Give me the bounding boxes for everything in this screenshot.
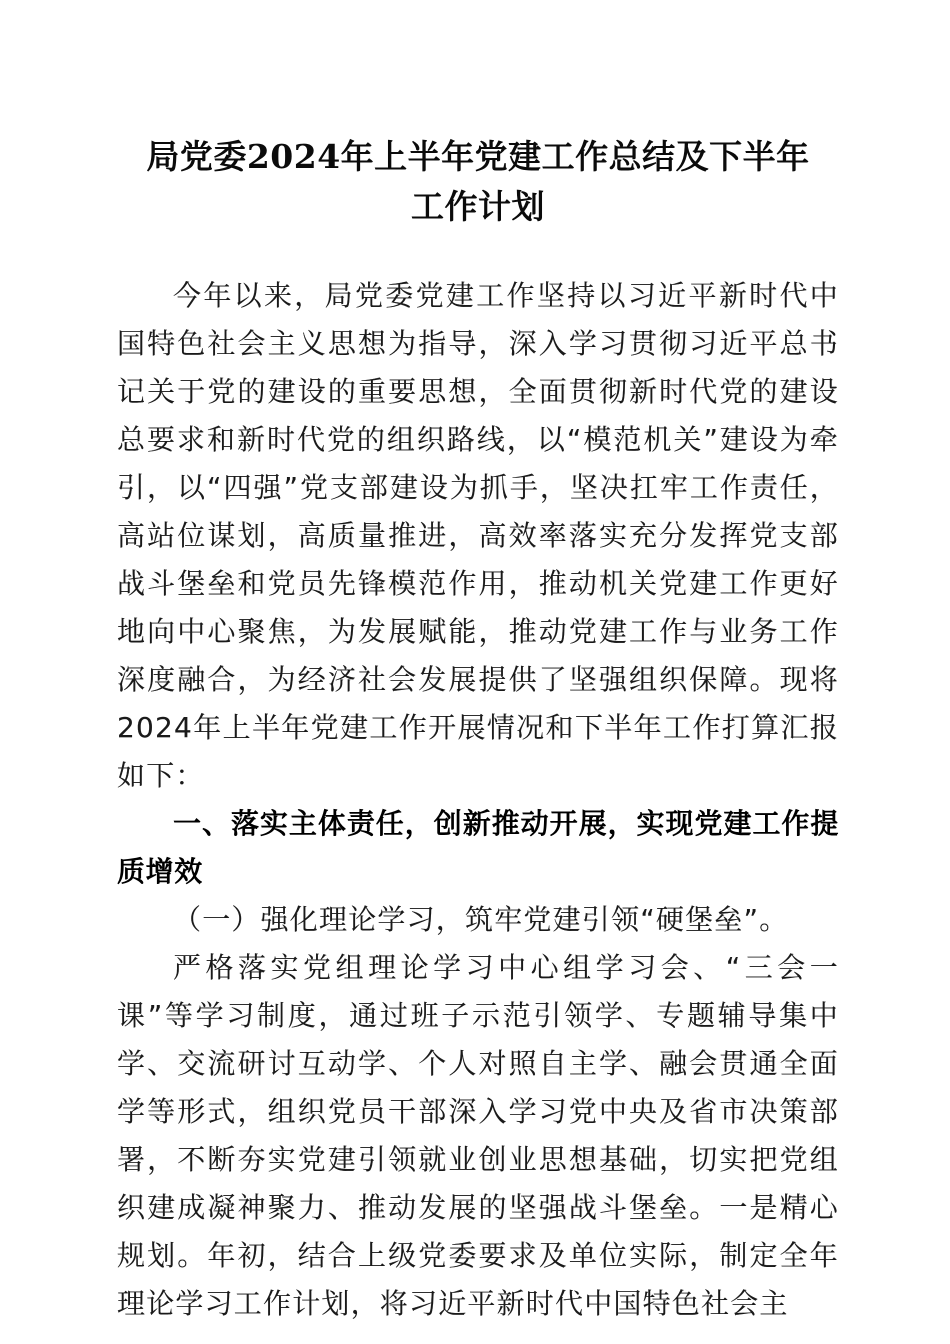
page-title-line-1: 局党委2024年上半年党建工作总结及下半年: [146, 137, 810, 176]
subsection-body-one-1: 严格落实党组理论学习中心组学习会、“三会一课”等学习制度，通过班子示范引领学、专题辅导集中学、交流研讨互动学、个人对照自主学、融会贯通全面学等形式，组织党员干部深入学习党中央及省市决策部署，不断夯实党建引领就业创业思想基础，切实把党组织建成凝神聚力、推动发展的坚强战斗堡垒。一是精心规划。年初，结合上级党委要求及单位实际，制定全年理论学习工作计划，将习近平新时代中国特色社会主: [117, 951, 839, 1320]
section-heading-one: 一、落实主体责任，创新推动开展，实现党建工作提质增效: [117, 807, 839, 888]
page-title: [117, 120, 839, 232]
page-title-line-2: 工作计划: [411, 187, 545, 226]
opening-paragraph: 今年以来，局党委党建工作坚持以习近平新时代中国特色社会主义思想为指导，深入学习贯彻习近平总书记关于党的建设的重要思想，全面贯彻新时代党的建设总要求和新时代党的组织路线，以“模范机关”建设为牵引，以“四强”党支部建设为抓手，坚决扛牢工作责任，高站位谋划，高质量推进，高效率落实充分发挥党支部战斗堡垒和党员先锋模范作用，推动机关党建工作更好地向中心聚焦，为发展赋能，推动党建工作与业务工作深度融合，为经济社会发展提供了坚强组织保障。现将2024年上半年党建工作开展情况和下半年工作打算汇报如下：: [117, 279, 839, 792]
subsection-heading-one-1: （一）强化理论学习，筑牢党建引领“硬堡垒”。: [173, 903, 789, 936]
document-body: [117, 120, 839, 1328]
